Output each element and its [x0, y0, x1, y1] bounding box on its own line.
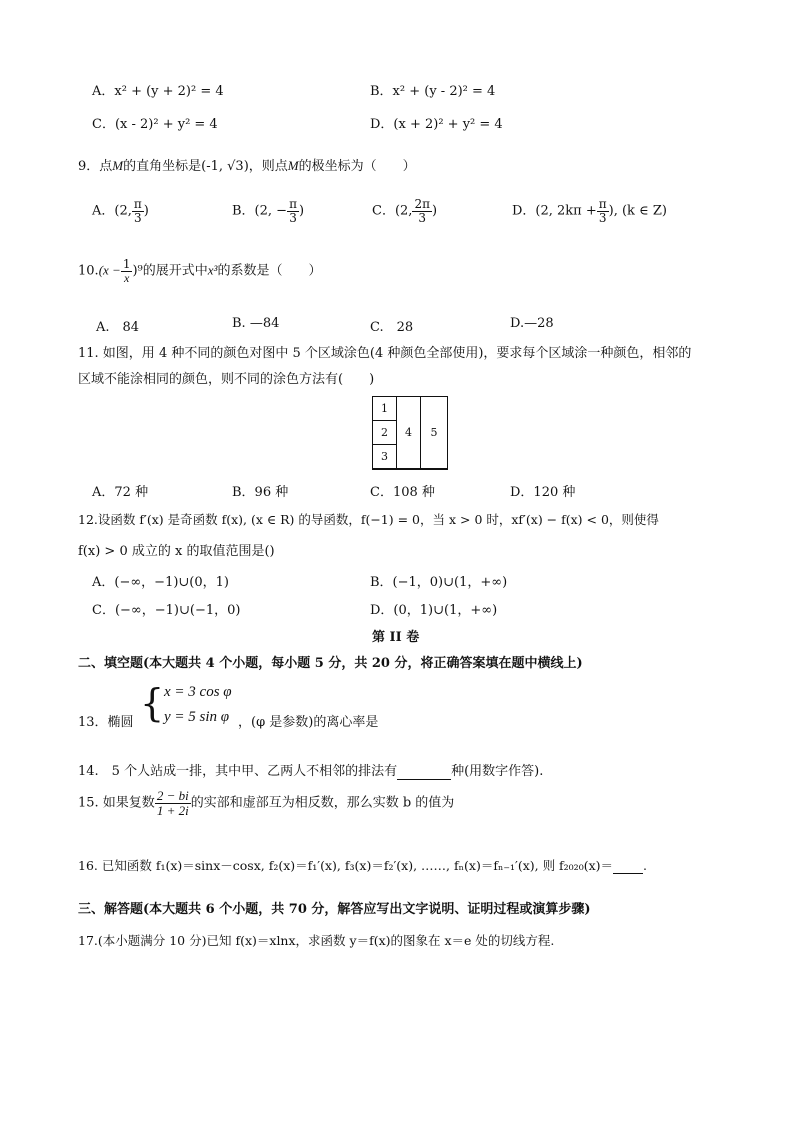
q14-stem: 14. 5 个人站成一排，其中甲、乙两人不相邻的排法有 种(用数字作答). — [78, 764, 544, 779]
q12-stem-line1: 12.设函数 f′(x) 是奇函数 f(x), (x ∈ R) 的导函数，f(−1) = 0，当 x > 0 时，xf′(x) − f(x) < 0，则使得 — [78, 512, 659, 527]
region-1: 1 — [372, 396, 397, 421]
q13-prefix: 13．椭圆 — [78, 715, 134, 730]
q8-option-d: D．(x + 2)² + y² = 4 — [370, 117, 503, 132]
q11-stem-line2: 区域不能涂相同的颜色，则不同的涂色方法有( ) — [78, 372, 375, 387]
q10-option-d: D.—28 — [510, 316, 554, 331]
q10-stem: 10.(x − $\frac{1}{x}$ )⁹的展开式中x³的系数是（ ） — [78, 257, 322, 285]
q10-option-a: A. 84 — [96, 320, 140, 335]
q11-option-b: B．96 种 — [232, 485, 289, 500]
q11-option-d: D．120 种 — [510, 485, 576, 500]
q10-option-b: B. —84 — [232, 316, 280, 331]
section-fill-blank-heading: 二、填空题(本大题共 4 个小题，每小题 5 分，共 20 分，将正确答案填在题中横线上) — [78, 656, 583, 671]
q9-option-b: B．(2, − $\frac{\pi}{3}$ ) — [232, 197, 305, 225]
q12-stem-line2: f(x) > 0 成立的 x 的取值范围是() — [78, 544, 275, 559]
q16-stem: 16. 已知函数 f₁(x)＝sinx－cosx, f₂(x)＝f₁′(x), f₃(x)＝f₂′(x), ……, fₙ(x)＝fₙ₋₁′(x), 则 f₂₀₂₀(x)＝ . — [78, 858, 647, 873]
region-3: 3 — [372, 444, 397, 469]
q9-option-a: A．(2, $\frac{\pi}{3}$ ) — [92, 197, 149, 225]
section-answer-heading: 三、解答题(本大题共 6 个小题，共 70 分，解答应写出文字说明、证明过程或演算步骤) — [78, 902, 591, 917]
q11-region-figure — [372, 396, 448, 470]
q16-answer-blank[interactable] — [613, 858, 643, 874]
q10-option-c: C. 28 — [370, 320, 414, 335]
q11-option-c: C．108 种 — [370, 485, 435, 500]
q13-suffix: ，(φ 是参数)的离心率是 — [238, 715, 379, 730]
q11-stem-line1: 11. 如图，用 4 种不同的颜色对图中 5 个区域涂色(4 种颜色全部使用)，要求每个区域涂一种颜色，相邻的 — [78, 346, 692, 361]
q9-option-d: D．(2, 2kπ + $\frac{\pi}{3}$ ), (k ∈ Z) — [512, 197, 667, 225]
q12-option-b: B．(−1，0)∪(1，+∞) — [370, 575, 508, 590]
q12-option-c: C．(−∞，−1)∪(−1，0) — [92, 603, 241, 618]
q8-option-b: B．x² + (y - 2)² = 4 — [370, 84, 496, 99]
system-brace: { — [140, 681, 165, 725]
q9-stem: 9．点M的直角坐标是(-1, √3)，则点M的极坐标为（ ） — [78, 158, 416, 174]
region-4: 4 — [396, 396, 421, 469]
q17-stem: 17.(本小题满分 10 分)已知 f(x)＝xlnx，求函数 y＝f(x)的图象在 x＝e 处的切线方程. — [78, 933, 555, 948]
q8-option-a: A．x² + (y + 2)² = 4 — [92, 84, 224, 99]
region-2: 2 — [372, 420, 397, 445]
q9-option-c: C．(2, $\frac{2\pi}{3}$ ) — [372, 197, 438, 225]
q13-equation-y: y = 5 sin φ — [164, 709, 230, 725]
q12-option-a: A．(−∞，−1)∪(0，1) — [92, 575, 229, 590]
q15-stem: 15. 如果复数 $\frac{2 - bi}{1 + 2i}$ 的实部和虚部互为相反数，那么实数 b 的值为 — [78, 788, 455, 818]
region-5: 5 — [420, 396, 448, 469]
q12-option-d: D．(0，1)∪(1，+∞) — [370, 603, 498, 618]
q8-option-c: C．(x - 2)² + y² = 4 — [92, 117, 218, 132]
q14-answer-blank[interactable] — [397, 764, 451, 780]
q11-option-a: A．72 种 — [92, 485, 149, 500]
q13-equation-x: x = 3 cos φ — [164, 684, 232, 700]
part-ii-title: 第 II 卷 — [372, 630, 420, 645]
